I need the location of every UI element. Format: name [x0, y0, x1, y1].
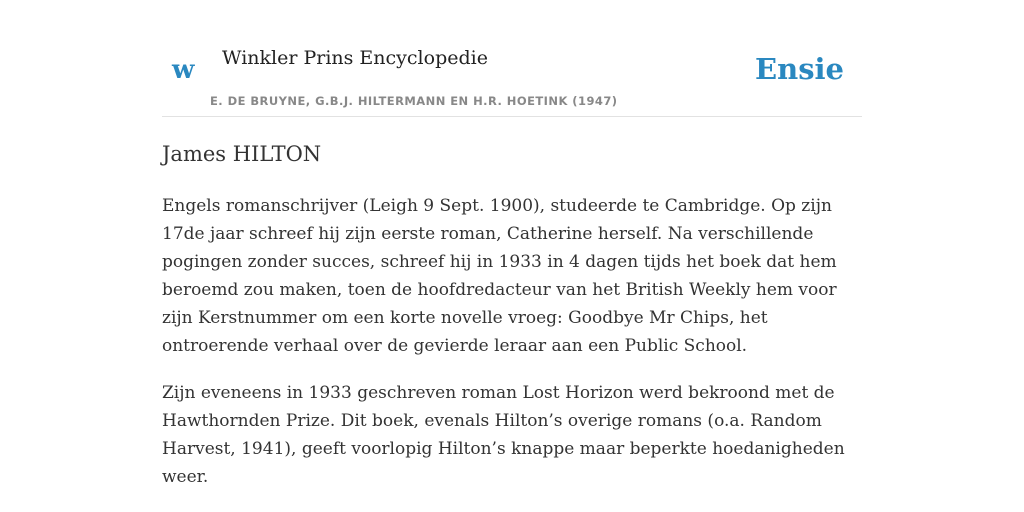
entry-title: James HILTON: [162, 142, 322, 166]
publication-title[interactable]: Winkler Prins Encyclopedie: [222, 47, 488, 69]
ensie-logo[interactable]: Ensie: [755, 52, 844, 86]
winkler-prins-logo[interactable]: w: [172, 55, 195, 85]
entry-paragraph: Engels romanschrijver (Leigh 9 Sept. 1900), studeerde te Cambridge. Op zijn 17de jaar schreef hij zijn eerste roman, Catherine herself. Na verschillende pogingen zonder succes, schreef hij in 1933 in 4 dagen tijds het boek dat hem beroemd zou maken, toen de hoofdredacteur van het British Weekly hem voor zijn Kerstnummer om een korte novelle vroeg: Goodbye Mr Chips, het ontroerende verhaal over de gevierde leraar aan een Public School.: [162, 196, 837, 356]
source-header: [162, 40, 862, 117]
entry-content: [162, 138, 862, 491]
publication-authors: E. DE BRUYNE, G.B.J. HILTERMANN EN H.R. HOETINK (1947): [210, 94, 618, 108]
entry-paragraph: Zijn eveneens in 1933 geschreven roman Lost Horizon werd bekroond met de Hawthornden Prize. Dit boek, evenals Hilton’s overige romans (o.a. Random Harvest, 1941), geeft voorlopig Hilton’s knappe maar beperkte hoedanigheden weer.: [162, 383, 845, 487]
